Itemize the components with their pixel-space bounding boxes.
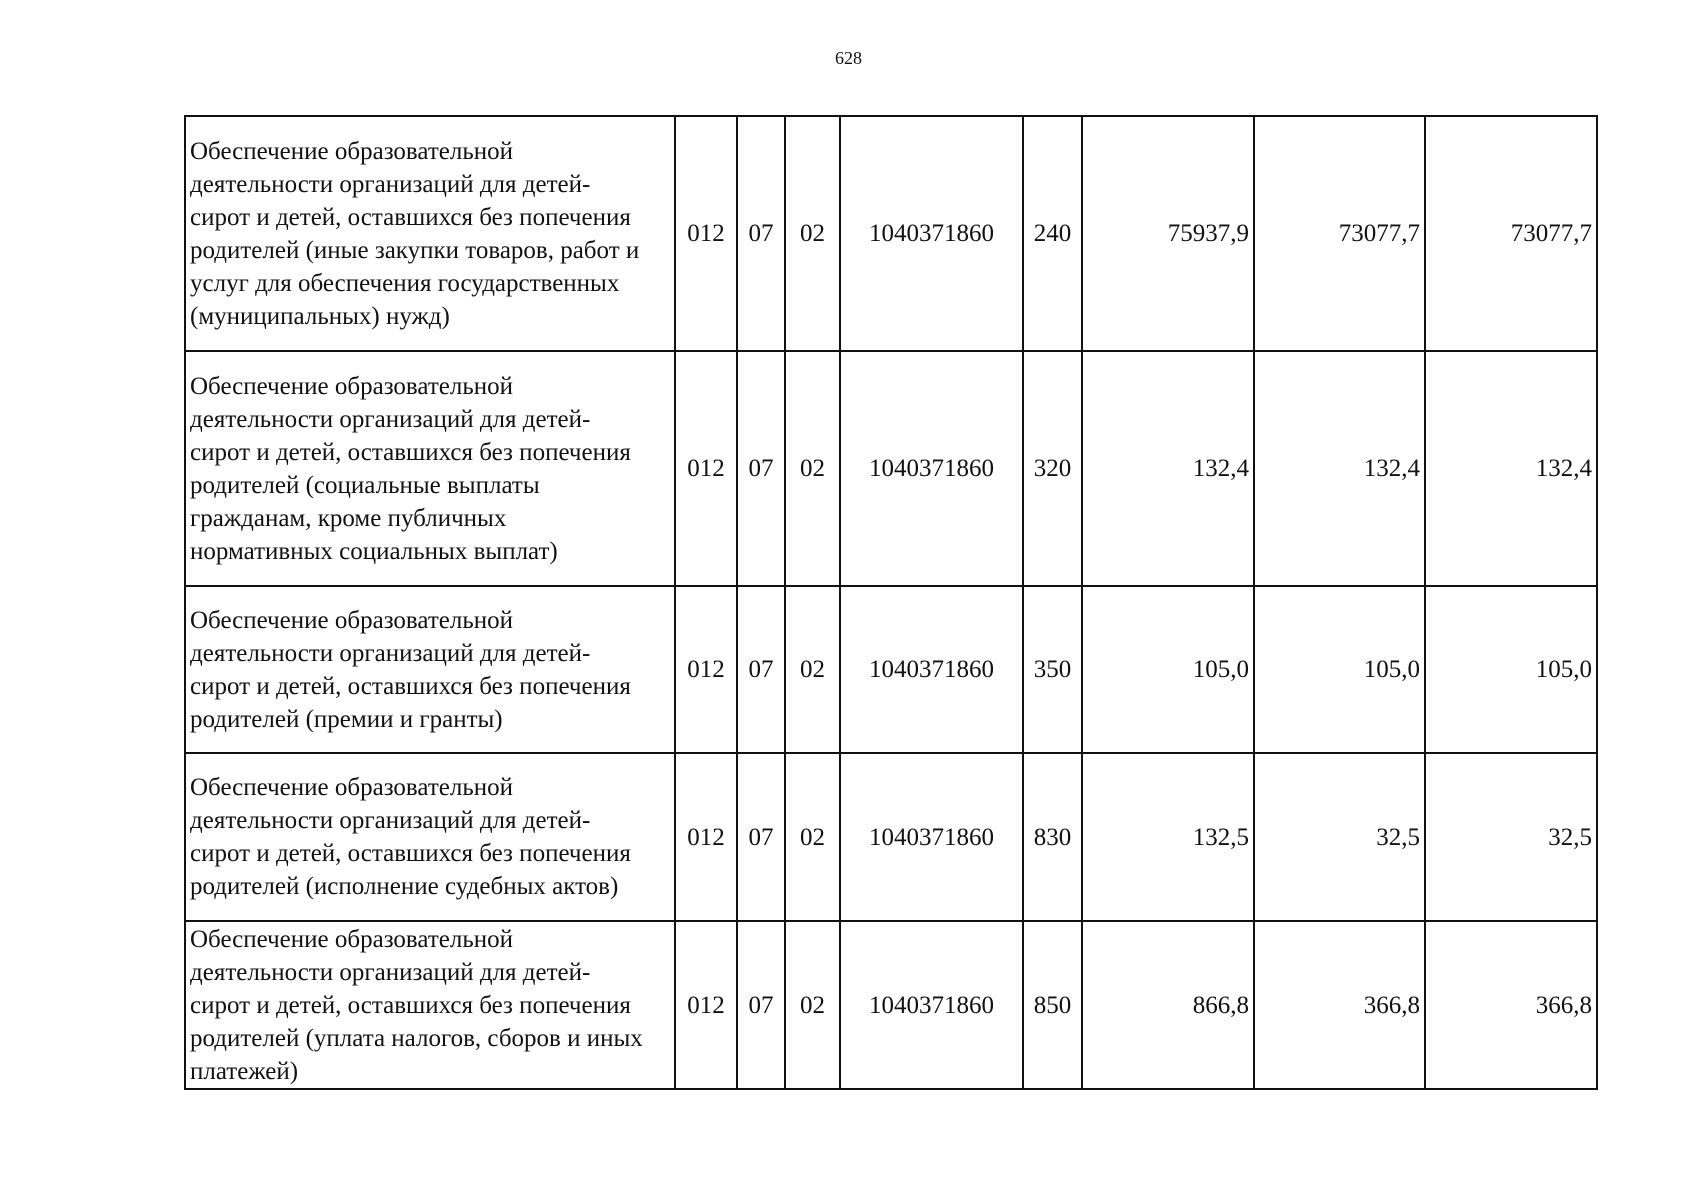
row-description: Обеспечение образовательной деятельности организаций для детей- сирот и детей, оставшихся без попечения родителей (премии и гранты) — [185, 586, 675, 753]
budget-table — [184, 115, 1598, 1090]
expense-type-code: 350 — [1023, 586, 1082, 753]
subsection-code: 02 — [785, 586, 840, 753]
amount-year-2: 73077,7 — [1254, 116, 1425, 351]
row-description: Обеспечение образовательной деятельности организаций для детей- сирот и детей, оставшихся без попечения родителей (социальные выплаты гражданам, кроме публичных нормативных социальных выплат) — [185, 351, 675, 586]
amount-year-2: 132,4 — [1254, 351, 1425, 586]
amount-year-2: 105,0 — [1254, 586, 1425, 753]
ministry-code: 012 — [675, 753, 737, 921]
section-code: 07 — [737, 586, 785, 753]
ministry-code: 012 — [675, 586, 737, 753]
section-code: 07 — [737, 351, 785, 586]
expense-type-code: 830 — [1023, 753, 1082, 921]
amount-year-3: 32,5 — [1425, 753, 1597, 921]
amount-year-1: 132,4 — [1082, 351, 1254, 586]
amount-year-1: 132,5 — [1082, 753, 1254, 921]
row-description: Обеспечение образовательной деятельности организаций для детей- сирот и детей, оставшихся без попечения родителей (уплата налогов, сборов и иных платежей) — [185, 921, 675, 1089]
subsection-code: 02 — [785, 921, 840, 1089]
target-item-code: 1040371860 — [840, 351, 1023, 586]
table-row — [185, 753, 1597, 921]
expense-type-code: 850 — [1023, 921, 1082, 1089]
section-code: 07 — [737, 753, 785, 921]
amount-year-1: 75937,9 — [1082, 116, 1254, 351]
amount-year-3: 105,0 — [1425, 586, 1597, 753]
target-item-code: 1040371860 — [840, 116, 1023, 351]
subsection-code: 02 — [785, 753, 840, 921]
target-item-code: 1040371860 — [840, 586, 1023, 753]
amount-year-3: 132,4 — [1425, 351, 1597, 586]
table-row — [185, 116, 1597, 351]
expense-type-code: 240 — [1023, 116, 1082, 351]
table-row — [185, 586, 1597, 753]
amount-year-1: 866,8 — [1082, 921, 1254, 1089]
subsection-code: 02 — [785, 351, 840, 586]
subsection-code: 02 — [785, 116, 840, 351]
section-code: 07 — [737, 116, 785, 351]
amount-year-3: 73077,7 — [1425, 116, 1597, 351]
ministry-code: 012 — [675, 116, 737, 351]
amount-year-2: 366,8 — [1254, 921, 1425, 1089]
ministry-code: 012 — [675, 351, 737, 586]
amount-year-1: 105,0 — [1082, 586, 1254, 753]
expense-type-code: 320 — [1023, 351, 1082, 586]
section-code: 07 — [737, 921, 785, 1089]
page-number: 628 — [835, 48, 862, 68]
table-row — [185, 351, 1597, 586]
table-row — [185, 921, 1597, 1089]
amount-year-2: 32,5 — [1254, 753, 1425, 921]
target-item-code: 1040371860 — [840, 753, 1023, 921]
amount-year-3: 366,8 — [1425, 921, 1597, 1089]
row-description: Обеспечение образовательной деятельности организаций для детей- сирот и детей, оставшихся без попечения родителей (исполнение судебных актов) — [185, 753, 675, 921]
target-item-code: 1040371860 — [840, 921, 1023, 1089]
ministry-code: 012 — [675, 921, 737, 1089]
row-description: Обеспечение образовательной деятельности организаций для детей- сирот и детей, оставшихся без попечения родителей (иные закупки товаров, работ и услуг для обеспечения государственных (муниципальных) нужд) — [185, 116, 675, 351]
